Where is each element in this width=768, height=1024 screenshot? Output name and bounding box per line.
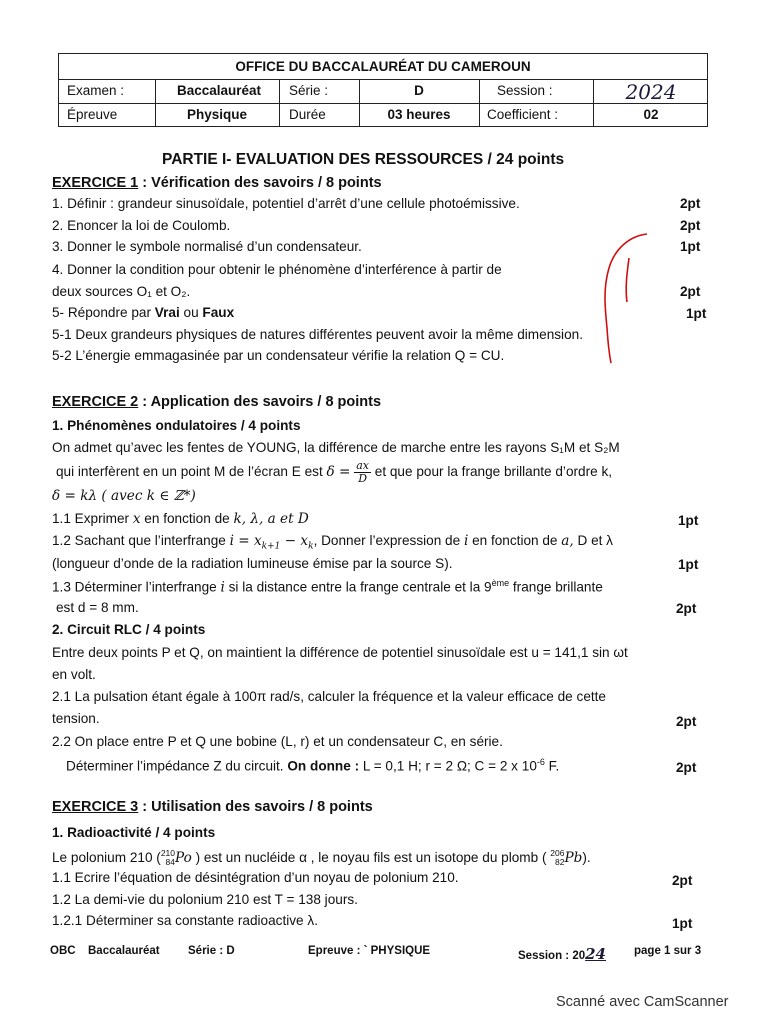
coefficient-value: 02 [643, 107, 659, 122]
ex2-p1: On admet qu’avec les fentes de YOUNG, la différence de marche entre les rayons S₁M et S₂M [52, 440, 620, 455]
partie-title: PARTIE I- EVALUATION DES RESSOURCES / 24 points [162, 151, 565, 168]
ex2-q12-points: 1pt [678, 557, 699, 572]
ex1-q1-points: 2pt [680, 196, 701, 211]
ex2-delta: δ = [326, 464, 351, 480]
ex2-q13-text: 1.3 Déterminer l’interfrange [52, 579, 221, 595]
ex3-q121-points: 1pt [672, 916, 693, 931]
ex2-q13-points: 2pt [676, 601, 697, 616]
ex2-q12-text3: en fonction de [468, 533, 562, 548]
ex1-q5-text: 5- Répondre par [52, 305, 155, 320]
polonium-numbers [161, 849, 175, 867]
ex2-c1: Entre deux points P et Q, on maintient la différence de potentiel sinusoïdale est u = 141,1 sin ωt [52, 645, 628, 660]
exercice-3-heading [52, 799, 373, 815]
coefficient-label: Coefficient : [487, 107, 559, 122]
exercice-3-title: : Utilisation des savoirs / 8 points [138, 799, 373, 815]
ex2-q13-text3: frange brillante [509, 579, 603, 595]
header-row-1 [59, 80, 707, 104]
ex3-p1-end: ). [582, 850, 591, 865]
exam-label: Examen : [67, 83, 125, 98]
epreuve-value: Physique [186, 107, 248, 122]
ex2-q12-sub2: k [308, 541, 314, 552]
ex3-q11-points: 2pt [672, 873, 693, 888]
footer-obc: OBC [50, 945, 76, 957]
exercice-2-title: : Application des savoirs / 8 points [138, 394, 382, 410]
ex2-q21-line2: tension. [52, 711, 100, 726]
footer-epreuve: Epreuve : ` PHYSIQUE [308, 945, 431, 957]
ex2-q11 [52, 511, 309, 527]
duree-value: 03 heures [387, 107, 451, 122]
ex2-q12-text: 1.2 Sachant que l’interfrange [52, 533, 230, 548]
exam-value: Baccalauréat [176, 83, 262, 98]
ex2-q21-points: 2pt [676, 714, 697, 729]
ex1-q5-vrai: Vrai [154, 305, 180, 320]
ex2-q12-a: a, [561, 533, 574, 549]
ex2-q12-xk: − x [280, 533, 309, 549]
ex1-q5-points: 1pt [686, 306, 707, 321]
session-label: Session : [497, 83, 553, 98]
ex1-q2-points: 2pt [680, 218, 701, 233]
ex1-q5-faux: Faux [202, 305, 235, 320]
ex3-p1 [52, 845, 591, 871]
session-value: 2024 [625, 80, 677, 104]
ex2-q13 [52, 578, 603, 596]
ex1-q3: 3. Donner le symbole normalisé d’un condensateur. [52, 239, 362, 254]
lead-atomic: 82 [555, 857, 565, 868]
ex2-q12-i: i = x [229, 533, 262, 549]
ex2-q11-x: x [132, 511, 141, 527]
footer-page: page 1 sur 3 [634, 945, 702, 957]
lead-numbers [550, 849, 564, 867]
ex2-q11-text: 1.1 Exprimer [52, 511, 133, 526]
header-table [58, 53, 708, 127]
ex3-q121: 1.2.1 Déterminer sa constante radioactive λ. [52, 913, 318, 928]
ex2-q12 [52, 533, 613, 552]
footer-session [518, 945, 606, 963]
ex2-c2: en volt. [52, 667, 96, 682]
ex1-q4-line1: 4. Donner la condition pour obtenir le phénomène d’interférence à partir de [52, 262, 502, 277]
ex2-q22-text: Déterminer l’impédance Z du circuit. [66, 758, 288, 774]
ex2-q12-text2: , Donner l’expression de [313, 533, 464, 548]
epreuve-label: Épreuve [67, 107, 118, 122]
ex1-q1: 1. Définir : grandeur sinusoïdale, potentiel d’arrêt d’une cellule photoémissive. [52, 196, 520, 211]
ex1-q5-1: 5-1 Deux grandeurs physiques de natures différentes peuvent avoir la même dimension. [52, 327, 583, 342]
red-pen-mark [585, 228, 655, 368]
ex2-q21: 2.1 La pulsation étant égale à 100π rad/s, calculer la fréquence et la valeur efficace de cette [52, 689, 606, 704]
polonium-symbol: Po [175, 850, 192, 866]
fraction-denominator: D [358, 471, 368, 485]
ex2-q22-unit: F. [544, 758, 560, 774]
ex2-q11-vars: k, λ, a et D [233, 511, 309, 527]
ex3-q12: 1.2 La demi-vie du polonium 210 est T = 138 jours. [52, 892, 358, 907]
exercice-1-label: EXERCICE 1 [52, 175, 139, 191]
ex1-q2: 2. Enoncer la loi de Coulomb. [52, 218, 231, 233]
polonium-atomic: 84 [165, 857, 176, 868]
header-row-2 [59, 104, 707, 128]
serie-value: D [414, 83, 424, 98]
lead-symbol: Pb [564, 850, 583, 866]
ex2-q22: 2.2 On place entre P et Q une bobine (L, r) et un condensateur C, en série. [52, 734, 503, 749]
ex2-q22-points: 2pt [676, 760, 697, 775]
exercice-2-heading [52, 394, 381, 410]
exercice-1-title: : Vérification des savoirs / 8 points [138, 175, 382, 191]
footer-bac: Baccalauréat [88, 945, 160, 957]
ex2-q22-line2 [66, 757, 559, 774]
footer-serie: Série : D [188, 945, 235, 957]
ex3-sub1: 1. Radioactivité / 4 points [52, 825, 216, 840]
ex3-p1-text: Le polonium 210 ( [52, 850, 161, 865]
footer-session-label: Session : 20 [518, 950, 586, 962]
ex2-q22-values: L = 0,1 H; r = 2 Ω; C = 2 x 10 [359, 758, 537, 774]
lead-mass: 206 [550, 848, 565, 859]
ex2-q22-given: On donne : [287, 758, 360, 774]
ex2-q12-line2: (longueur d’onde de la radiation lumineuse émise par la source S). [52, 556, 453, 571]
camscanner-watermark: Scanné avec CamScanner [556, 994, 729, 1010]
ex2-p2-text2: et que pour la frange brillante d’ordre k, [370, 464, 613, 479]
ex2-q12-text4: D et λ [573, 533, 613, 548]
ex2-q11-text2: en fonction de [140, 511, 234, 526]
ex2-p2-text: qui interfèrent en un point M de l’écran E est [56, 464, 327, 479]
ex2-q13-sup: ème [491, 578, 510, 588]
exercice-2-label: EXERCICE 2 [52, 394, 139, 410]
ex2-sub2: 2. Circuit RLC / 4 points [52, 622, 206, 637]
ex3-q11: 1.1 Ecrire l’équation de désintégration d’un noyau de polonium 210. [52, 870, 459, 885]
ex1-q3-points: 1pt [680, 239, 701, 254]
fraction-numerator: ax [356, 458, 369, 472]
duree-label: Durée [289, 107, 326, 122]
ex2-p3: δ = kλ ( avec k ∈ ℤ*) [52, 488, 196, 504]
polonium-mass: 210 [160, 848, 176, 859]
ex1-q5-2: 5-2 L’énergie emmagasinée par un condensateur vérifie la relation Q = CU. [52, 348, 505, 363]
ex1-q4-line2: deux sources O₁ et O₂. [52, 284, 191, 299]
ex1-q5-ou: ou [179, 305, 203, 320]
ex2-q13-line2: est d = 8 mm. [56, 600, 139, 615]
ex2-sub1: 1. Phénomènes ondulatoires / 4 points [52, 418, 301, 433]
exercice-3-label: EXERCICE 3 [52, 799, 139, 815]
ex2-q13-i: i [220, 579, 225, 596]
ex2-q12-i2: i [463, 533, 469, 549]
fraction-ax-over-d [354, 460, 371, 485]
ex2-q11-points: 1pt [678, 513, 699, 528]
footer-session-handwritten: 24 [585, 945, 606, 963]
ex2-q22-exponent: -6 [536, 757, 545, 767]
office-title: OFFICE DU BACCALAURÉAT DU CAMEROUN [59, 54, 707, 80]
ex2-q13-text2: si la distance entre la frange centrale et la 9 [224, 579, 492, 595]
ex2-q12-sub1: k+1 [261, 541, 281, 552]
ex2-p2 [56, 458, 612, 486]
exercice-1-heading [52, 175, 382, 191]
ex3-p1-text2: ) est un nucléide α , le noyau fils est un isotope du plomb ( [191, 850, 547, 865]
ex1-q5 [52, 305, 234, 320]
serie-label: Série : [289, 83, 329, 98]
ex1-q4-points: 2pt [680, 284, 701, 299]
